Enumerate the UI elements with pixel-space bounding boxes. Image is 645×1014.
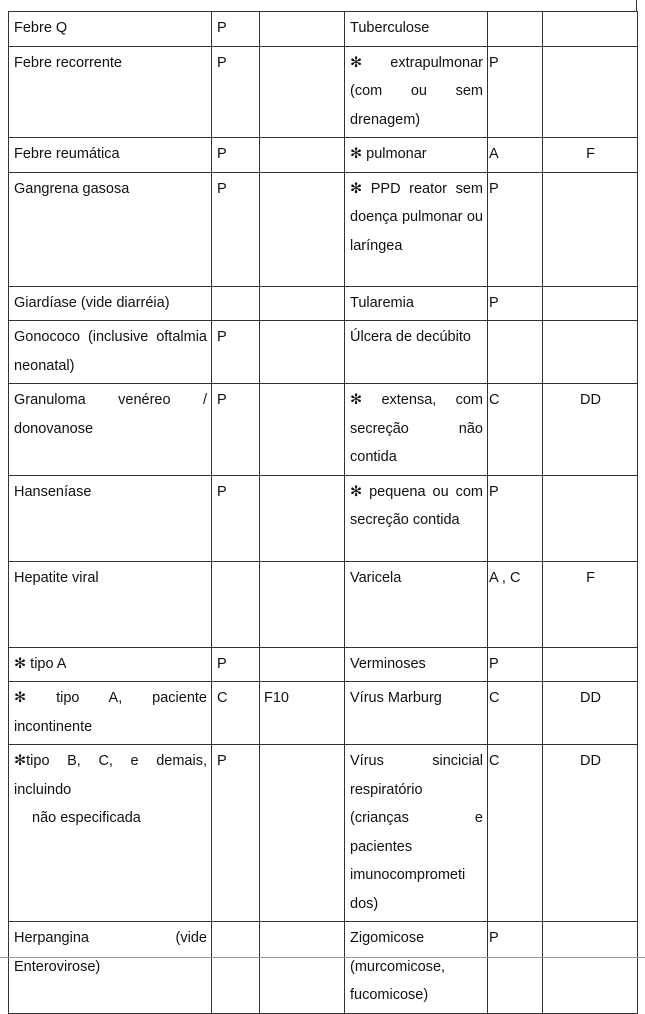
note-cell: [260, 384, 345, 476]
disease-cell: ✻ PPD reator sem doença pulmonar ou laríngea: [345, 172, 488, 286]
precaution-cell: [488, 321, 543, 384]
table-row: [9, 384, 638, 476]
isolation-table: [8, 11, 638, 1014]
note-cell: [260, 321, 345, 384]
precaution-cell: [212, 286, 260, 321]
precaution-cell: P: [212, 384, 260, 476]
precaution-cell: [212, 922, 260, 1014]
disease-cell: Hepatite viral: [9, 561, 212, 647]
duration-cell: [543, 922, 638, 1014]
table-row: [9, 647, 638, 682]
disease-cell: Zigomicose (murcomicose, fucomicose): [345, 922, 488, 1014]
disease-cell: Tuberculose: [345, 12, 488, 47]
disease-cell: ✻ tipo A: [9, 647, 212, 682]
duration-cell: DD: [543, 384, 638, 476]
duration-cell: [543, 647, 638, 682]
table-row: [9, 561, 638, 647]
duration-cell: DD: [543, 745, 638, 922]
duration-cell: [543, 286, 638, 321]
disease-cell: ✻ extrapulmonar (com ou sem drenagem): [345, 46, 488, 138]
disease-cell: Úlcera de decúbito: [345, 321, 488, 384]
disease-cell: Gangrena gasosa: [9, 172, 212, 286]
disease-cell: Herpangina (vide Enterovirose): [9, 922, 212, 1014]
table-row: [9, 745, 638, 922]
duration-cell: [543, 12, 638, 47]
disease-cell: Febre reumática: [9, 138, 212, 173]
precaution-cell: P: [212, 647, 260, 682]
precaution-cell: P: [488, 647, 543, 682]
table-row: [9, 475, 638, 561]
precaution-cell: P: [212, 46, 260, 138]
note-cell: [260, 922, 345, 1014]
disease-cell: Granuloma venéreo / donovanose: [9, 384, 212, 476]
table-row: [9, 138, 638, 173]
note-cell: [260, 286, 345, 321]
disease-cell: Giardíase (vide diarréia): [9, 286, 212, 321]
disease-cell: Febre Q: [9, 12, 212, 47]
precaution-cell: P: [212, 321, 260, 384]
precaution-cell: P: [488, 286, 543, 321]
note-cell: [260, 745, 345, 922]
precaution-cell: P: [212, 172, 260, 286]
precaution-cell: P: [488, 475, 543, 561]
note-cell: [260, 475, 345, 561]
note-cell: [260, 12, 345, 47]
precaution-cell: C: [488, 384, 543, 476]
disease-cell: Febre recorrente: [9, 46, 212, 138]
duration-cell: [543, 46, 638, 138]
page-divider: [0, 957, 645, 958]
disease-cell: Vírus sincicial respiratório (crianças e pacientes imunocomprometi dos): [345, 745, 488, 922]
precaution-cell: A: [488, 138, 543, 173]
precaution-cell: P: [488, 172, 543, 286]
duration-cell: F: [543, 561, 638, 647]
note-cell: [260, 172, 345, 286]
precaution-cell: P: [488, 922, 543, 1014]
disease-cell: ✻ tipo A, paciente incontinente: [9, 682, 212, 745]
duration-cell: [543, 172, 638, 286]
note-cell: [260, 647, 345, 682]
table-row: [9, 12, 638, 47]
disease-text-continued: não especificada: [32, 810, 141, 826]
duration-cell: [543, 475, 638, 561]
disease-cell: ✻ pulmonar: [345, 138, 488, 173]
disease-cell: [9, 745, 212, 922]
note-cell: [260, 138, 345, 173]
table-row: [9, 46, 638, 138]
precaution-cell: C: [488, 745, 543, 922]
disease-text: ✻tipo B, C, e demais, incluindo: [14, 753, 207, 798]
precaution-cell: P: [212, 138, 260, 173]
table-row: [9, 682, 638, 745]
precaution-cell: C: [488, 682, 543, 745]
precaution-cell: A , C: [488, 561, 543, 647]
table-row: [9, 321, 638, 384]
disease-cell: Varicela: [345, 561, 488, 647]
precaution-cell: P: [212, 475, 260, 561]
duration-cell: DD: [543, 682, 638, 745]
disease-cell: Hanseníase: [9, 475, 212, 561]
table-row: [9, 922, 638, 1014]
duration-cell: [543, 321, 638, 384]
precaution-cell: P: [488, 46, 543, 138]
precaution-cell: P: [212, 745, 260, 922]
precaution-cell: [212, 561, 260, 647]
disease-cell: Gonococo (inclusive oftalmia neonatal): [9, 321, 212, 384]
duration-cell: F: [543, 138, 638, 173]
table-row: [9, 172, 638, 286]
disease-cell: Tularemia: [345, 286, 488, 321]
precaution-cell: C: [212, 682, 260, 745]
note-cell: [260, 561, 345, 647]
disease-cell: ✻ extensa, com secreção não contida: [345, 384, 488, 476]
table-row: [9, 286, 638, 321]
precaution-cell: P: [212, 12, 260, 47]
disease-cell: ✻ pequena ou com secreção contida: [345, 475, 488, 561]
note-cell: [260, 46, 345, 138]
disease-cell: Verminoses: [345, 647, 488, 682]
precaution-cell: [488, 12, 543, 47]
disease-cell: Vírus Marburg: [345, 682, 488, 745]
note-cell: F10: [260, 682, 345, 745]
